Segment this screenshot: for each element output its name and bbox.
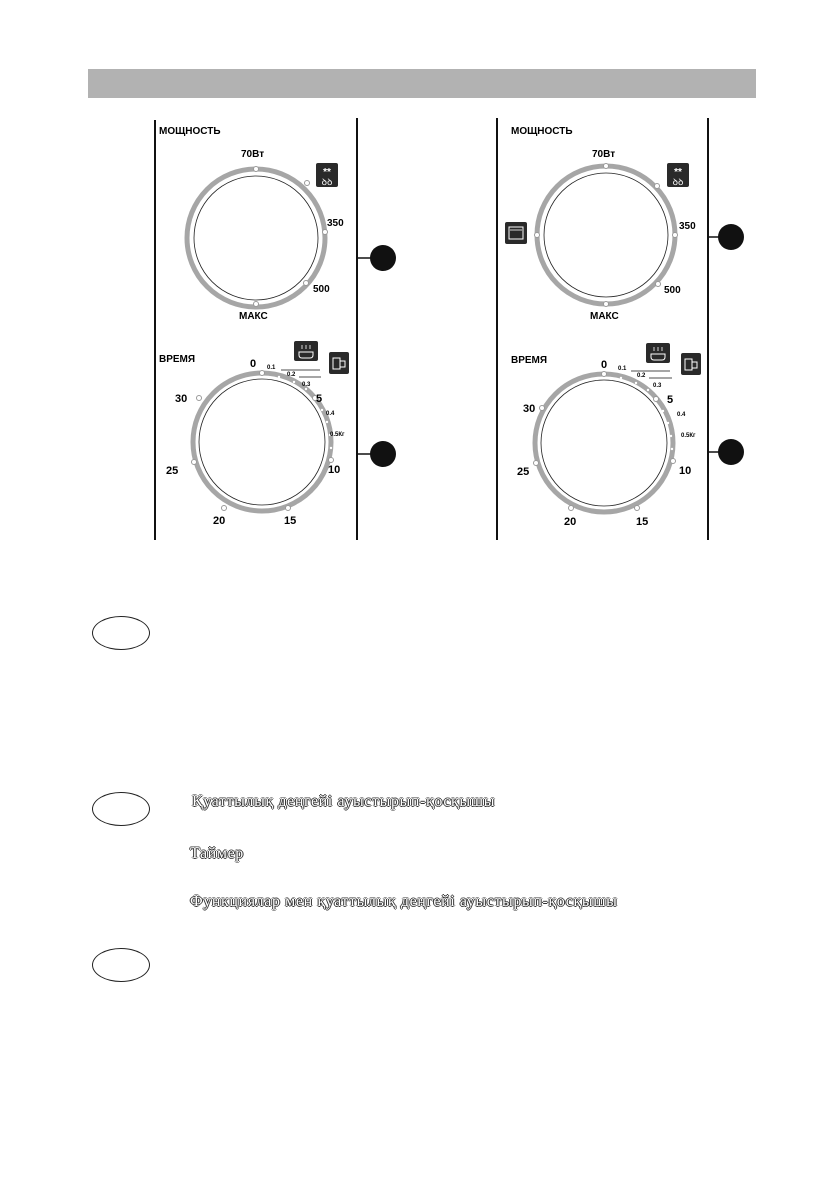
time-label: ВРЕМЯ [511,355,548,366]
right-control-panel [497,118,744,540]
weight-mark-0-4: 0.4 [677,412,686,418]
time-mark-15: 15 [284,515,297,527]
power-mark-500: 500 [313,284,330,295]
weight-mark-0-3: 0.3 [653,383,662,389]
svg-text:ꝺꝺ: ꝺꝺ [672,177,684,187]
power-mark-max: МАКС [239,311,268,322]
language-marker-oval [92,616,150,650]
control-panels-figure [0,0,840,560]
grill-dish-icon [294,341,318,361]
callout-marker-timer [370,441,396,467]
time-mark-15: 15 [636,516,649,528]
weight-mark-0-1: 0.1 [267,365,276,371]
power-mark-70w: 70Вт [241,149,265,160]
oven-icon [505,222,527,244]
legend-timer: Таймер [190,845,244,862]
callout-marker-power [370,245,396,271]
left-control-panel [155,118,396,540]
time-mark-5: 5 [667,394,674,406]
time-mark-20: 20 [564,516,577,528]
time-mark-20: 20 [213,515,226,527]
callout-marker-timer [718,439,744,465]
beverage-icon [329,352,349,374]
power-dial[interactable] [187,167,328,308]
time-mark-0: 0 [601,359,608,371]
weight-mark-0-5kg: 0.5Кг [681,433,696,439]
weight-mark-0-5kg: 0.5Кг [330,432,345,438]
power-mark-350: 350 [679,221,696,232]
time-mark-5: 5 [316,393,323,405]
svg-text:**: ** [323,167,331,178]
power-label: МОЩНОСТЬ [159,126,221,137]
timer-dial[interactable] [192,371,334,512]
legend-function-switch: Функциялар мен қуаттылық деңгейі ауыстырып-қосқышы [190,893,618,910]
time-mark-0: 0 [250,358,257,370]
language-marker-oval [92,948,150,982]
legend-power-switch: Қуаттылық деңгейі ауыстырып-қосқышы [192,793,496,810]
time-mark-10: 10 [328,464,341,476]
weight-mark-0-1: 0.1 [618,366,627,372]
time-mark-30: 30 [175,393,188,405]
function-power-dial[interactable] [535,164,678,307]
defrost-icon [667,163,689,187]
time-mark-30: 30 [523,403,536,415]
power-mark-70w: 70Вт [592,149,616,160]
weight-mark-0-2: 0.2 [637,373,646,379]
weight-mark-0-4: 0.4 [326,411,335,417]
timer-dial[interactable] [534,372,676,513]
defrost-icon [316,163,338,187]
weight-mark-0-2: 0.2 [287,372,296,378]
power-mark-350: 350 [327,218,344,229]
time-mark-25: 25 [517,466,530,478]
weight-mark-0-3: 0.3 [302,382,311,388]
callout-marker-function-switch [718,224,744,250]
beverage-icon [681,353,701,375]
svg-text:ꝺꝺ: ꝺꝺ [321,177,333,187]
svg-text:**: ** [674,167,682,178]
power-mark-500: 500 [664,285,681,296]
grill-dish-icon [646,343,670,363]
language-marker-oval [92,792,150,826]
time-label: ВРЕМЯ [159,354,196,365]
power-mark-max: МАКС [590,311,619,322]
power-label: МОЩНОСТЬ [511,126,573,137]
time-mark-10: 10 [679,465,692,477]
time-mark-25: 25 [166,465,179,477]
